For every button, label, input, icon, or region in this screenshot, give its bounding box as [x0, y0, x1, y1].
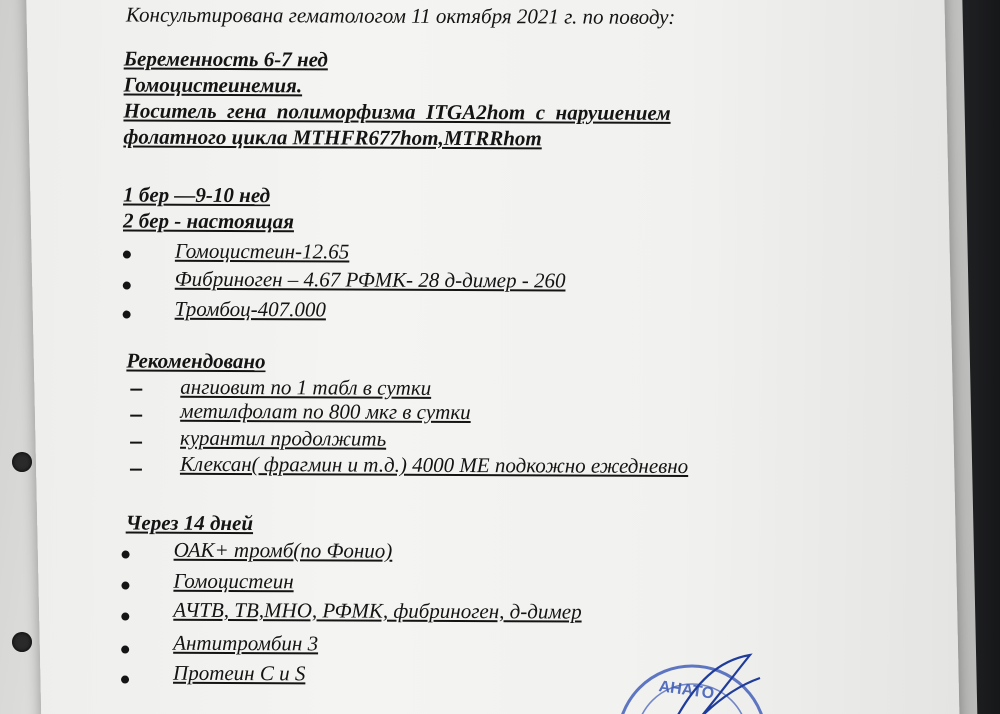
- dash-icon: [130, 469, 142, 471]
- recommended-title: Рекомендовано: [126, 348, 266, 374]
- followup-item: Гомоцистеин: [173, 568, 294, 594]
- lab-homocysteine: Гомоцистеин-12.65: [174, 238, 350, 264]
- followup-item: Антитромбин 3: [173, 630, 319, 656]
- bullet-icon: [123, 311, 131, 319]
- lab-platelets: Тромбоц-407.000: [174, 296, 327, 322]
- bullet-icon: [121, 646, 129, 654]
- bullet-icon: [121, 613, 129, 621]
- recommended-item: метилфолат по 800 мкг в сутки: [180, 398, 471, 425]
- stamp-text: АНАТО: [657, 678, 716, 703]
- diagnosis-homocysteinemia: Гомоцистеинемия.: [123, 72, 303, 98]
- bullet-icon: [121, 676, 129, 684]
- dash-icon: [130, 415, 142, 417]
- followup-item: АЧТВ, ТВ,МНО, РФМК, фибриноген, д-димер: [173, 597, 582, 624]
- pregnancy-first: 1 бер —9-10 нед: [123, 182, 271, 208]
- followup-item: ОАК+ тромб(по Фонио): [173, 537, 393, 563]
- diagnosis-carrier-line1: Носитель гена полиморфизма ITGA2hom с нарушением: [123, 98, 671, 125]
- recommended-item: ангиовит по 1 табл в сутки: [180, 374, 432, 400]
- doctor-stamp: [600, 640, 810, 714]
- bullet-icon: [123, 251, 131, 259]
- pregnancy-second: 2 бер - настоящая: [122, 208, 295, 234]
- diagnosis-pregnancy: Беременность 6-7 нед: [123, 46, 328, 72]
- followup-title: Через 14 дней: [125, 510, 254, 536]
- diagnosis-carrier-line2: фолатного цикла MTHFR677hom,MTRRhom: [123, 124, 542, 151]
- consultation-header-text: Консультирована гематологом 11 октября 2021 г. по поводу:: [125, 2, 676, 29]
- lab-fibrinogen: Фибриноген – 4.67 РФМК- 28 д-димер - 260: [174, 266, 566, 293]
- recommended-item: курантил продолжить: [180, 425, 387, 451]
- followup-item: Протеин С и S: [173, 660, 306, 686]
- consultation-header: [126, 3, 675, 29]
- dash-icon: [130, 389, 142, 391]
- recommended-item: Клексан( фрагмин и т.д.) 4000 МЕ подкожно ежедневно: [179, 451, 689, 479]
- bullet-icon: [123, 282, 131, 290]
- dash-icon: [130, 442, 142, 444]
- bullet-icon: [121, 582, 129, 590]
- bullet-icon: [122, 551, 130, 559]
